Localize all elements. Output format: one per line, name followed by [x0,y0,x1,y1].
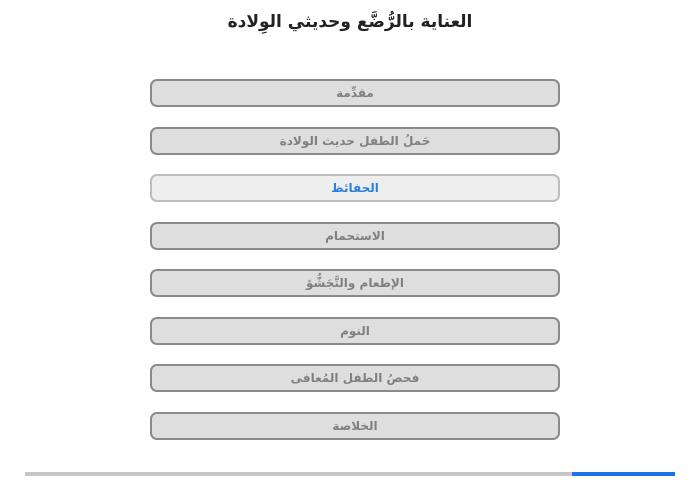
page-title: العناية بالرُّضَّع وحديثي الوِلادة [227,12,473,32]
menu-item-introduction[interactable]: مقدِّمة [150,79,560,107]
menu-item-holding-newborn[interactable]: حَملُ الطفل حديث الولادة [150,127,560,155]
menu-item-bathing[interactable]: الاستحمام [150,222,560,250]
progress-bar-fill [572,472,675,476]
menu-item-wellness-checkup[interactable]: فحصُ الطفل المُعافى [150,364,560,392]
chapter-menu [150,79,560,459]
menu-item-diapers[interactable]: الحفائظ [150,174,560,202]
progress-bar [25,472,675,476]
menu-item-feeding-burping[interactable]: الإطعام والتَّجَشُّؤ [150,269,560,297]
menu-item-summary[interactable]: الخلاصة [150,412,560,440]
menu-item-sleep[interactable]: النوم [150,317,560,345]
